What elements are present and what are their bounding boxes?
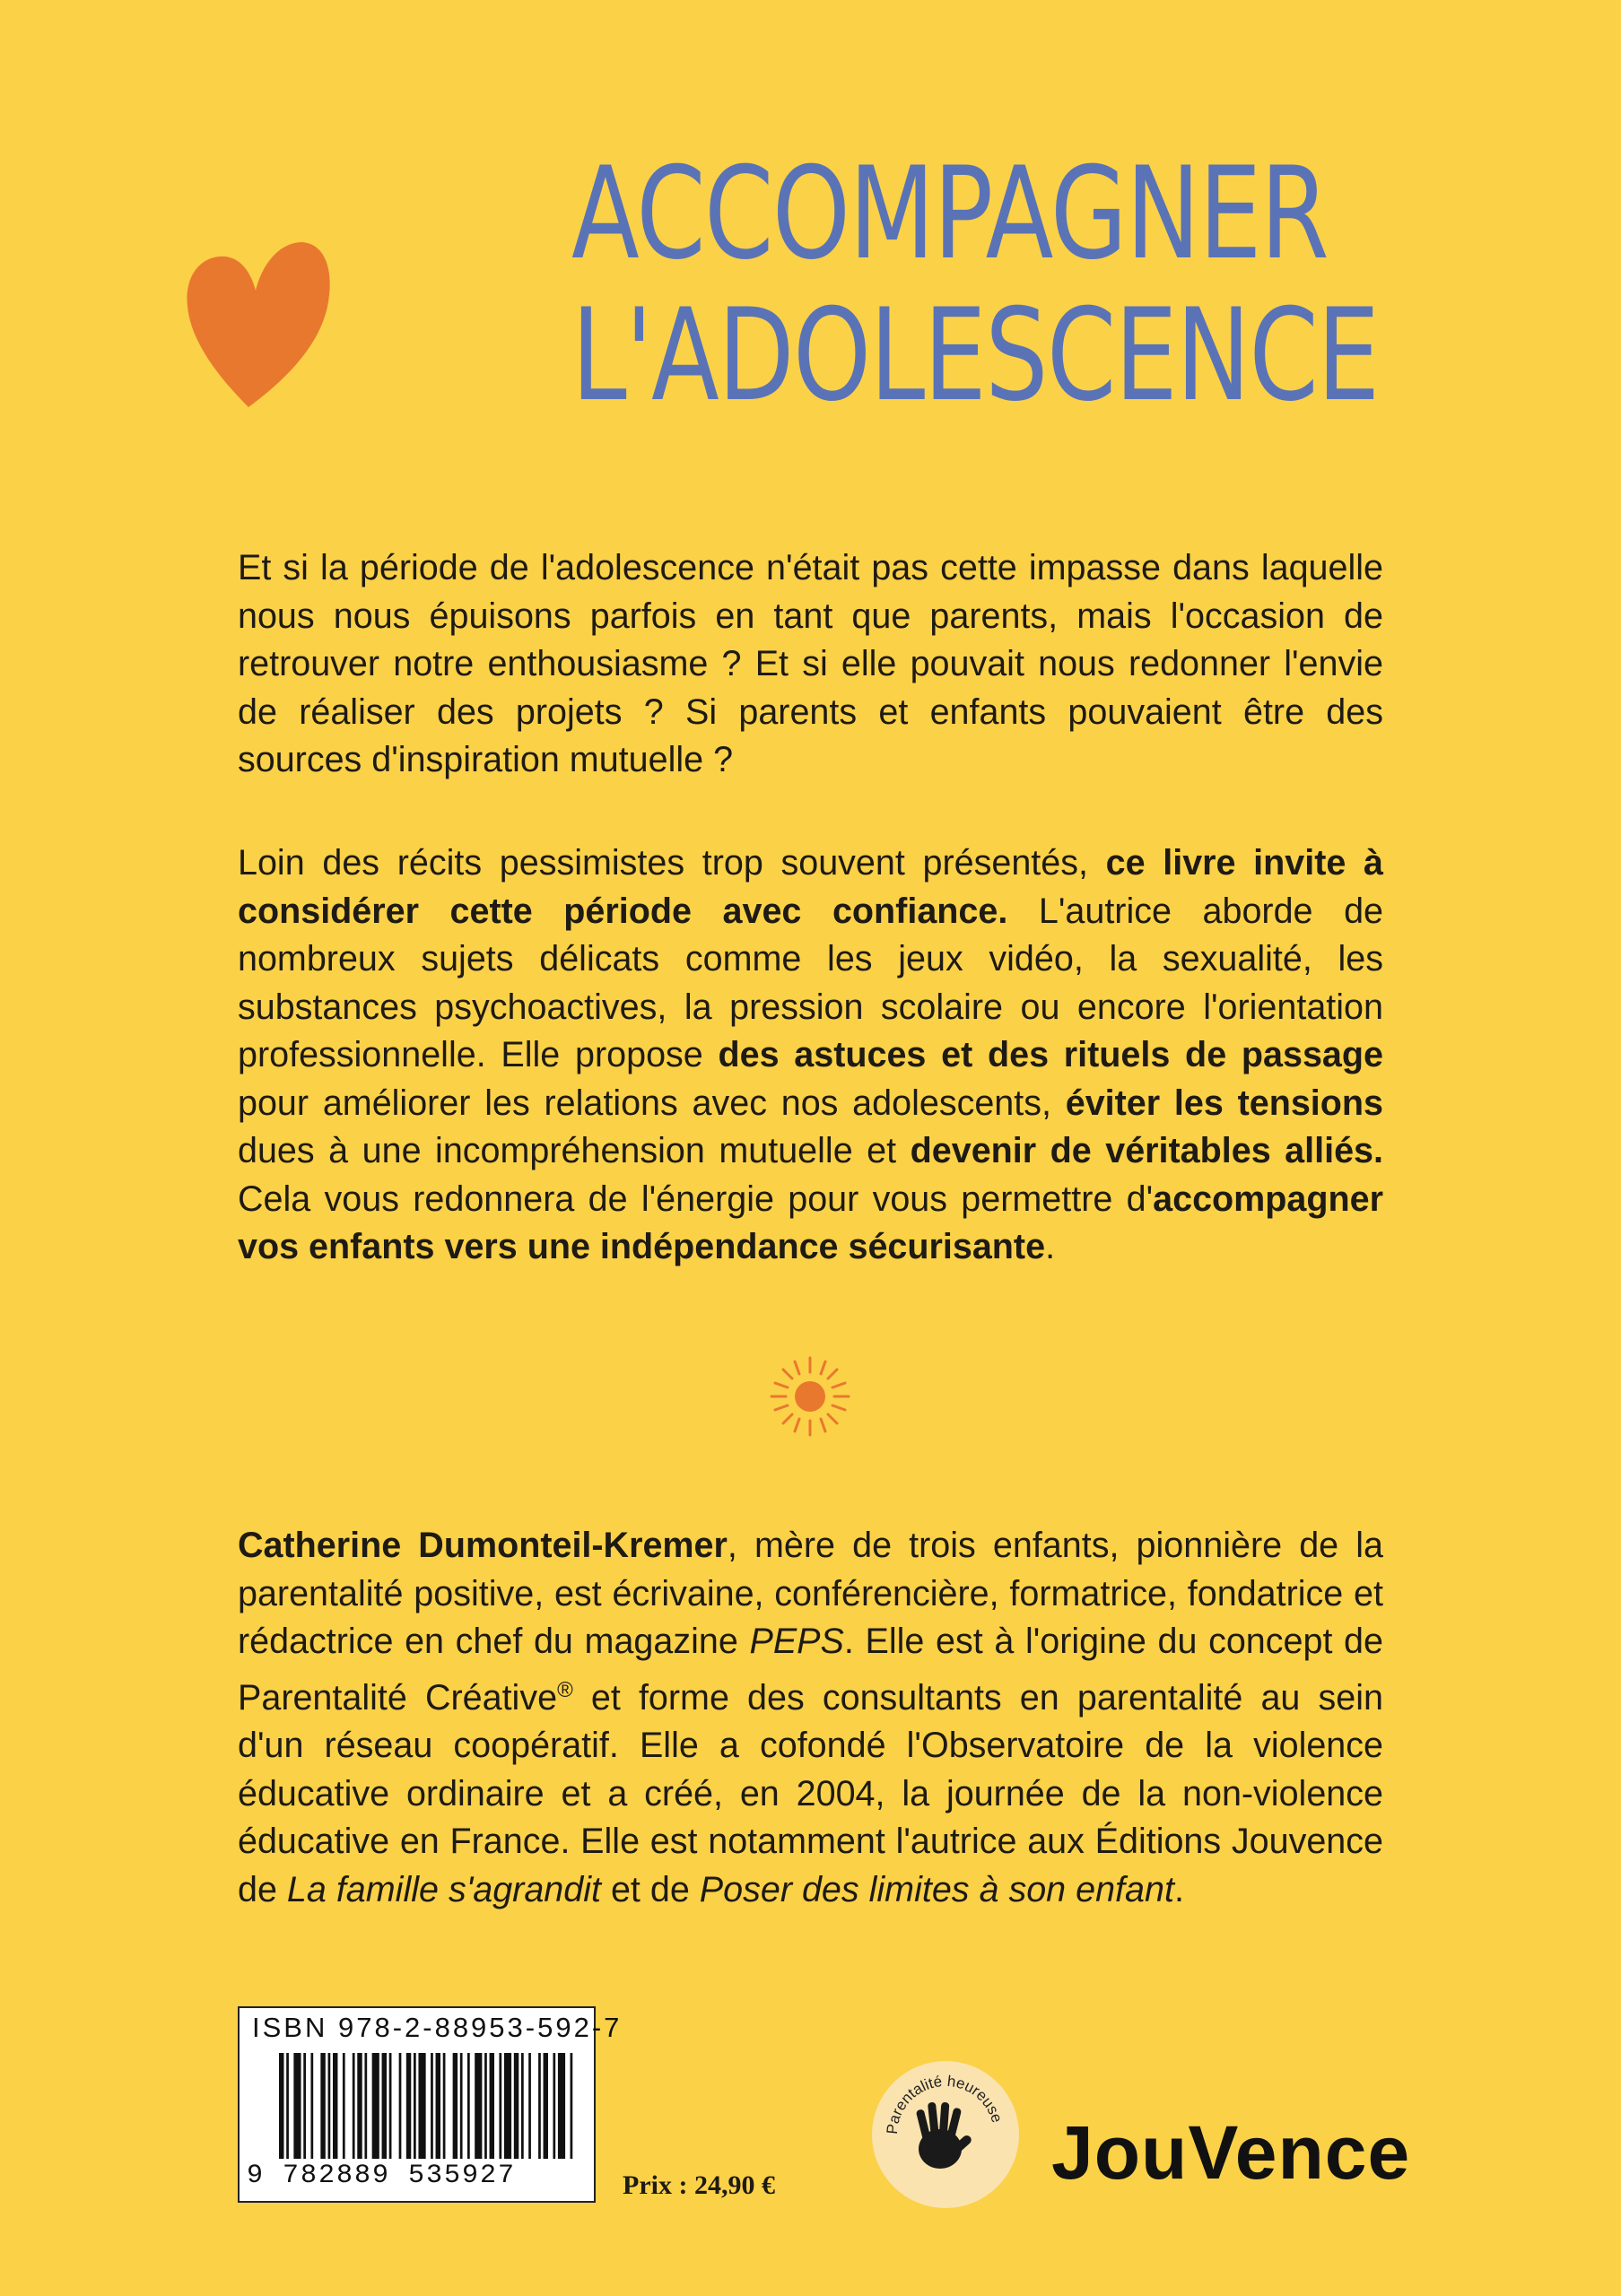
title-line-1: ACCOMPAGNER [571, 140, 1329, 288]
price: Prix : 24,90 € [623, 2170, 775, 2200]
book-reference: La famille s'agrandit [286, 1869, 601, 1909]
barcode-bar [431, 2053, 433, 2159]
barcode-bar [544, 2053, 548, 2159]
barcode-bar [364, 2053, 367, 2159]
isbn-barcode-box [238, 2006, 623, 2203]
description-highlight: ce livre invite à considérer cette période avec confiance. [238, 843, 1383, 931]
barcode-bar [310, 2053, 313, 2159]
description-highlight: accompagner vos enfants vers une indépendance sécurisante [238, 1178, 1383, 1266]
barcode-bar [453, 2053, 458, 2159]
registered-mark: ® [557, 1677, 573, 1702]
barcode [279, 2053, 575, 2159]
heart-icon [184, 235, 336, 414]
barcode-bar [499, 2053, 501, 2159]
book-reference: Poser des limites à son enfant [699, 1869, 1174, 1909]
bio-text: , mère de trois enfants, pionnière de la parentalité positive, est écrivaine, conférencière, formatrice, fondatrice et rédactrice en chef du magazine [238, 1526, 1383, 1661]
barcode-bar [553, 2053, 555, 2159]
barcode-bar [286, 2053, 289, 2159]
barcode-bar [467, 2053, 470, 2159]
bio-text: . Elle est à l'origine du concept de Parentalité Créative [238, 1622, 1383, 1718]
bio-text: et forme des consultants en parentalité au sein d'un réseau coopératif. Elle a cofondé l'Observatoire de la violence éducative ordinaire et a créé, en 2004, la journée de la non-violence éducative en France. Elle est notamment l'autrice aux Éditions Jouvence de [238, 1677, 1383, 1909]
badge-text: Parentalité heureuse [883, 2072, 1007, 2135]
barcode-bar [303, 2053, 306, 2159]
barcode-bar [406, 2053, 411, 2159]
magazine-title: PEPS [749, 1622, 844, 1661]
barcode-bar [293, 2053, 301, 2159]
barcode-bar [490, 2053, 494, 2159]
intro-paragraph: Et si la période de l'adolescence n'était pas cette impasse dans laquelle nous nous épuisons parfois en tant que parents, mais l'occasion de retrouver notre enthousiasme ? Et si elle pouvait nous redonner l'envie de réaliser des projets ? Si parents et enfants pouvaient être des sources d'inspiration mutuelle ? [238, 548, 1383, 779]
publisher-logo: JouVence [1051, 2110, 1411, 2195]
description-text: . [1045, 1227, 1056, 1266]
description-text: Loin des récits pessimistes trop souvent présentés, [238, 843, 1106, 883]
barcode-bar [382, 2053, 387, 2159]
barcode-bar [514, 2053, 519, 2159]
description-text: L'autrice aborde de nombreux sujets délicats comme les jeux vidéo, la sexualité, les substances psychoactives, la pression scolaire ou encore l'orientation professionnelle. Elle propose [238, 891, 1384, 1074]
barcode-bar [399, 2053, 402, 2159]
barcode-bar [320, 2053, 325, 2159]
author-bio [238, 1522, 1383, 1914]
description-highlight: devenir de véritables alliés. [910, 1131, 1383, 1170]
barcode-bar [521, 2053, 524, 2159]
title-line-2: L'ADOLESCENCE [571, 282, 1379, 430]
barcode-bar [372, 2053, 379, 2159]
barcode-bar [443, 2053, 446, 2159]
barcode-bar [418, 2053, 425, 2159]
barcode-bar [353, 2053, 355, 2159]
barcode-bar [460, 2053, 463, 2159]
barcode-bar [436, 2053, 440, 2159]
author-name: Catherine Dumonteil-Kremer [238, 1526, 728, 1565]
description-text: Cela vous redonnera de l'énergie pour vous permettre d' [238, 1178, 1154, 1219]
ean-digits: 9 782889 535927 [247, 2161, 517, 2191]
barcode-bar [528, 2053, 531, 2159]
barcode-bar [279, 2053, 283, 2159]
barcode-bar [389, 2053, 392, 2159]
barcode-bar [414, 2053, 416, 2159]
barcode-bar [475, 2053, 482, 2159]
description-highlight: éviter les tensions [1065, 1083, 1383, 1123]
barcode-bar [538, 2053, 541, 2159]
book-title [571, 140, 1379, 430]
bio-text: . [1173, 1869, 1184, 1909]
barcode-bar [357, 2053, 362, 2159]
barcode-bar [343, 2053, 345, 2159]
description-text: pour améliorer les relations avec nos adolescents, [238, 1083, 1066, 1123]
hand-print-badge [870, 2059, 1021, 2210]
description-text: dues à une incompréhension mutuelle et [238, 1131, 911, 1170]
bio-text: et de [600, 1869, 700, 1909]
sun-icon [770, 1356, 850, 1437]
barcode-bar [504, 2053, 511, 2159]
description-paragraph [238, 839, 1383, 1272]
barcode-bar [571, 2053, 573, 2159]
isbn-label: ISBN 978-2-88953-592-7 [252, 2012, 623, 2043]
barcode-bar [484, 2053, 487, 2159]
barcode-bar [328, 2053, 331, 2159]
description-highlight: des astuces et des rituels de passage [718, 1035, 1383, 1074]
barcode-bar [558, 2053, 565, 2159]
barcode-bar [333, 2053, 337, 2159]
